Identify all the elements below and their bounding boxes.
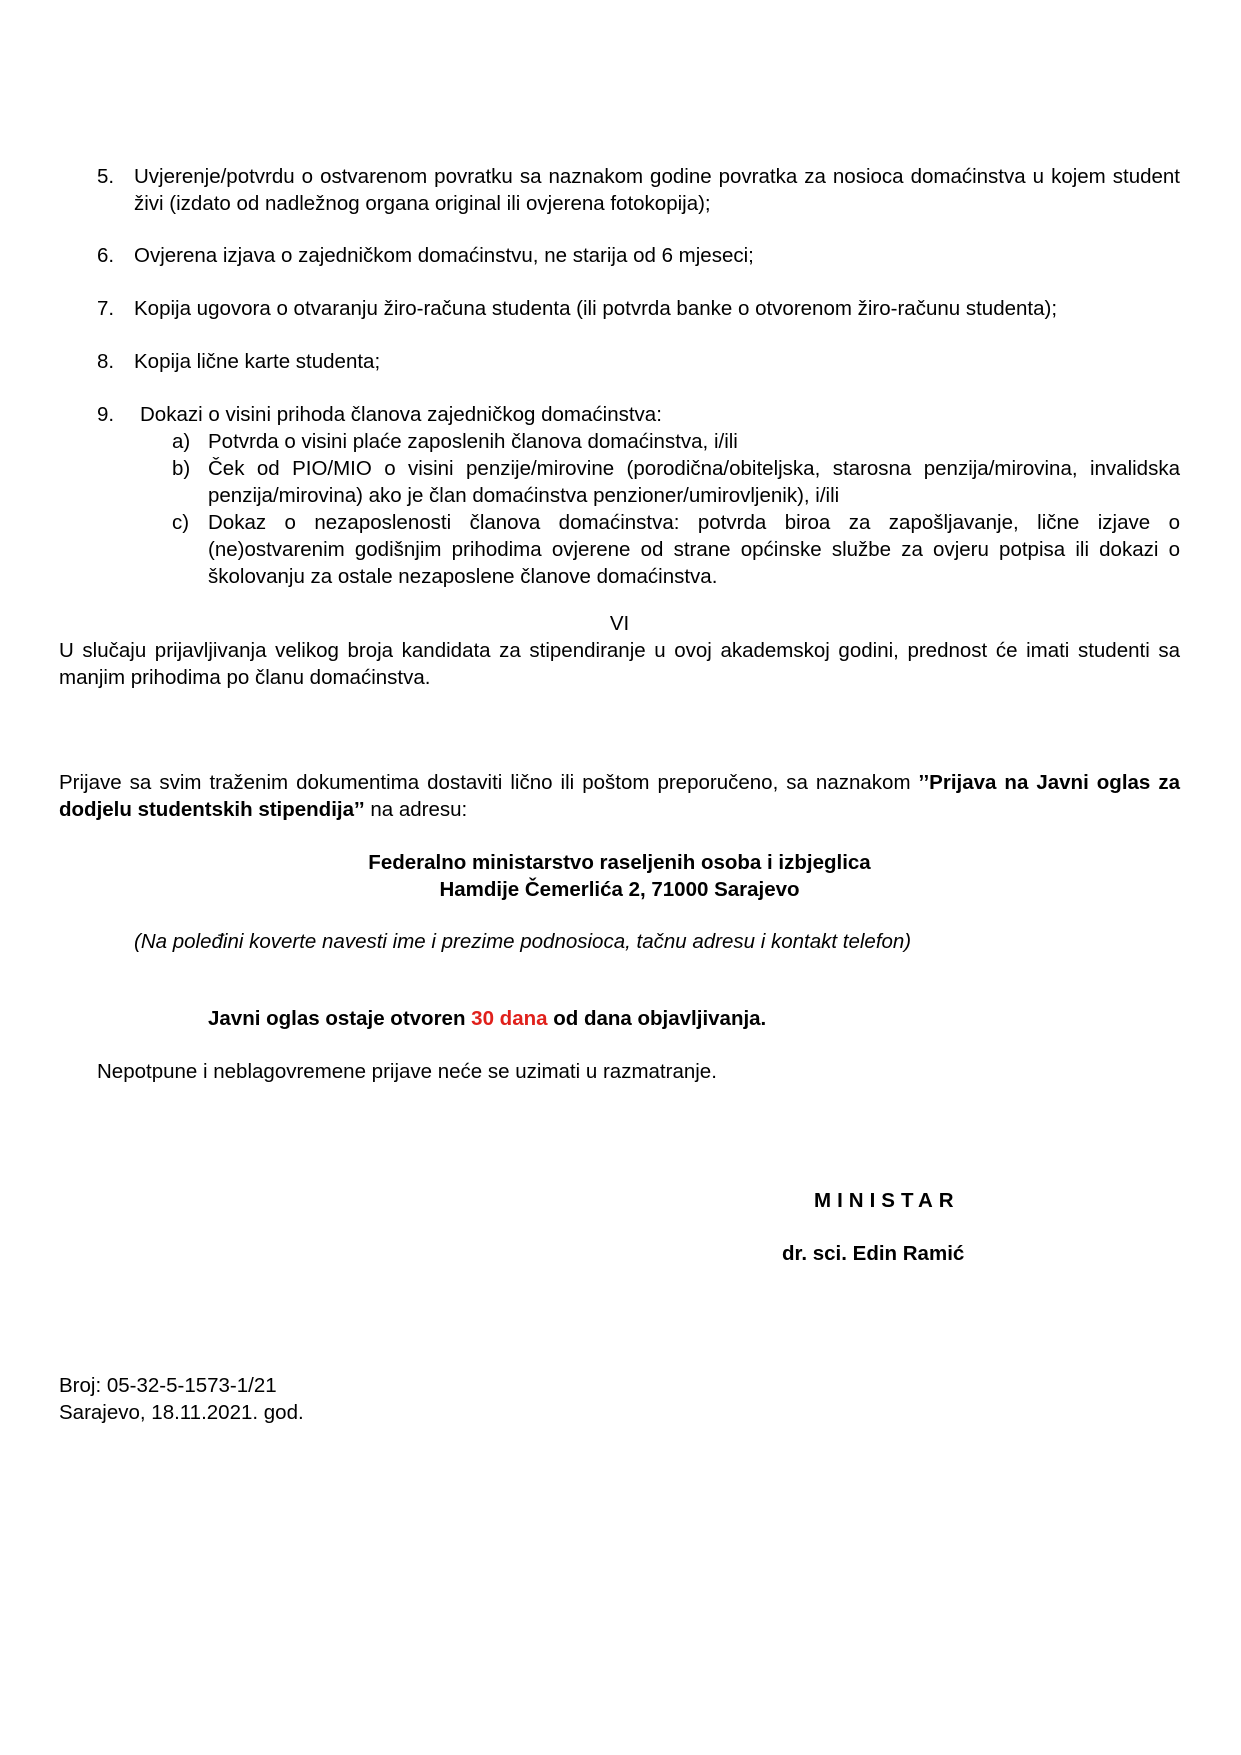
deadline-text-end: od dana objavljivanja. [547,1007,767,1030]
list-item-text: Uvjerenje/potvrdu o ostvarenom povratku sa naznakom godine povratka za nosioca domaćinstva u kojem student živi (izdato od nadležnog organa original ili ovjerena fotokopija); [134,165,1180,215]
sub-item-text: Dokaz o nezaposlenosti članova domaćinstva: potvrda biroa za zapošljavanje, lične izjave o (ne)ostvarenim godišnjim prihodima ovjerene od strane općinske službe za ovjeru potpisa ili dokazi o školovanju za ostale nezaposlene članove domaćinstva. [208,511,1180,588]
section-paragraph: U slučaju prijavljivanja velikog broja kandidata za stipendiranje u ovoj akademskoj godini, prednost će imati studenti sa manjim prihodima po članu domaćinstva. [59,639,1180,689]
list-item-number: 8. [97,350,115,373]
list-item-number: 7. [97,297,115,320]
incomplete-note: Nepotpune i neblagovremene prijave neće se uzimati u razmatranje. [97,1060,717,1083]
sub-item-label: a) [172,430,191,453]
sub-item-label: b) [172,457,191,480]
reference-number: Broj: 05-32-5-1573-1/21 [59,1374,277,1397]
submission-text: Prijave sa svim traženim dokumentima dostaviti lično ili poštom preporučeno, sa naznakom [59,771,919,794]
list-item-number: 6. [97,244,115,267]
submission-text-end: na adresu: [364,798,468,821]
submission-paragraph [59,769,1180,823]
reference-place-date: Sarajevo, 18.11.2021. god. [59,1401,304,1424]
sub-item-label: c) [172,511,190,534]
signature-name: dr. sci. Edin Ramić [782,1242,965,1265]
list-item-text: Ovjerena izjava o zajedničkom domaćinstvu, ne starija od 6 mjeseci; [134,244,754,267]
list-item-number: 5. [97,165,115,188]
list-item-number: 9. [97,403,115,426]
envelope-note: (Na poleđini koverte navesti ime i prezime podnosioca, tačnu adresu i kontakt telefon) [134,930,912,953]
list-item-text: Dokazi o visini prihoda članova zajedničkog domaćinstva: [140,403,662,426]
address-line-2: Hamdije Čemerlića 2, 71000 Sarajevo [439,878,800,901]
section-heading: VI [609,612,630,635]
list-item-text: Kopija lične karte studenta; [134,350,381,373]
sub-item-text: Potvrda o visini plaće zaposlenih članova domaćinstva, i/ili [208,430,738,453]
deadline-text: Javni oglas ostaje otvoren [208,1007,472,1030]
deadline-highlight: 30 dana [471,1007,548,1030]
address-line-1: Federalno ministarstvo raseljenih osoba i izbjeglica [368,851,871,874]
deadline-notice [208,1005,766,1032]
submission-label: ’’Prijava na Javni oglas za dodjelu studentskih stipendija’’ [59,771,1180,821]
list-item-text: Kopija ugovora o otvaranju žiro-računa studenta (ili potvrda banke o otvorenom žiro-računu studenta); [134,297,1058,320]
sub-item-text: Ček od PIO/MIO o visini penzije/mirovine (porodična/obiteljska, starosna penzija/mirovina, invalidska penzija/mirovina) ako je član domaćinstva penzioner/umirovljenik), i/ili [208,457,1180,507]
signature-title: MINISTAR [814,1189,960,1212]
